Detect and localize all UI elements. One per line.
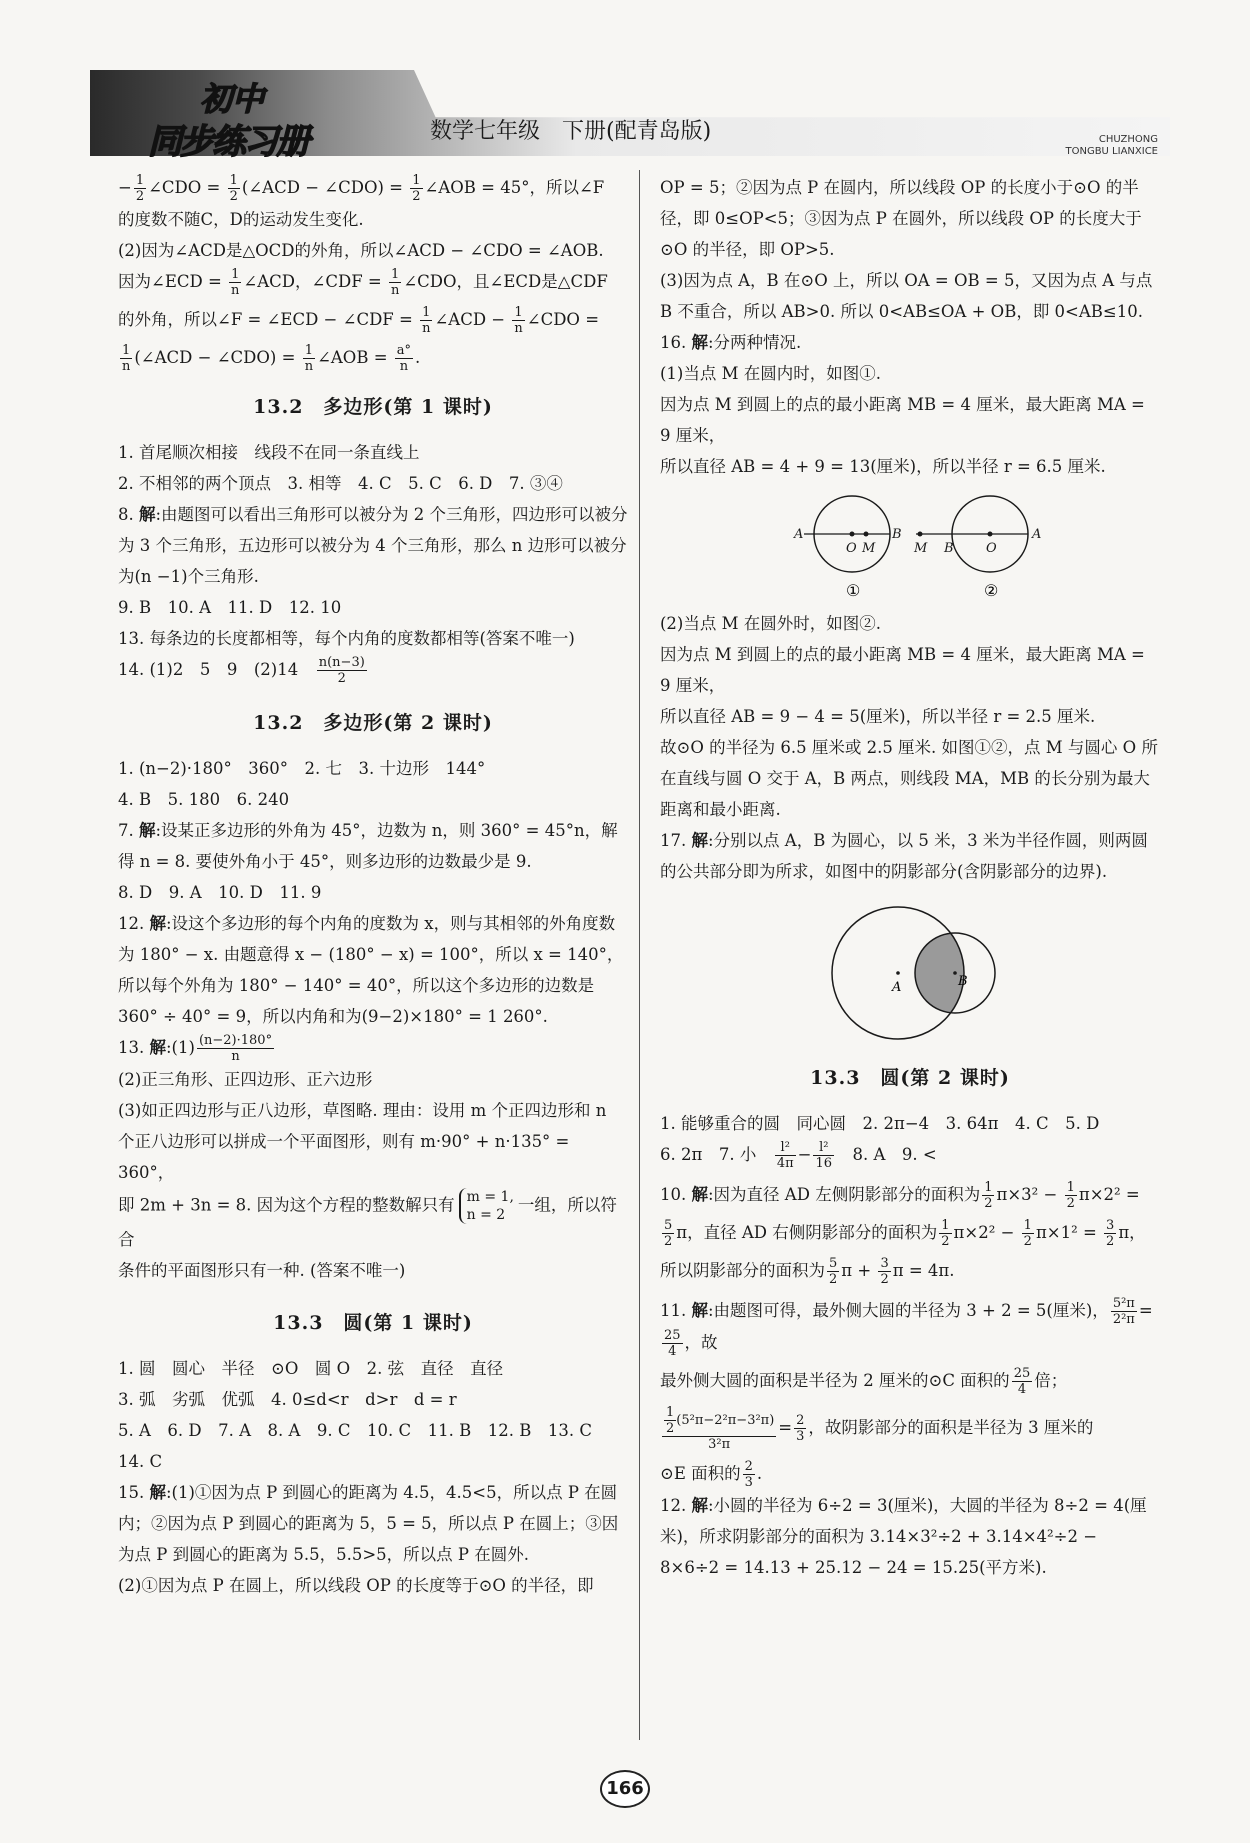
page-number: 166 — [600, 1770, 650, 1806]
right-column — [660, 172, 1160, 1583]
answer-line: 12. 解:小圆的半径为 6÷2 = 3(厘米)，大圆的半径为 8÷2 = 4(厘米)，所求阴影部分的面积为 3.14×3²÷2 + 3.14×4²÷2 − 8×6÷2 = 14.13 + 25.12 − 24 = 15.25(平方米). — [660, 1496, 1147, 1577]
answer-line: 2. 不相邻的两个顶点 3. 相等 4. C 5. C 6. D 7. ③④ — [118, 474, 563, 493]
book-title: 数学七年级 下册(配青岛版) — [430, 119, 712, 144]
pinyin-line1: CHUZHONG — [1098, 134, 1158, 145]
answer-line: 即 2m + 3n = 8. 因为这个方程的整数解只有 m = 1, n = 2一组，所以符合 — [118, 1189, 617, 1249]
answer-line: 4. B 5. 180 6. 240 — [118, 790, 290, 809]
answer-line: 12. 解:设这个多边形的每个内角的度数为 x，则与其相邻的外角度数为 180° − x. 由题意得 x − (180° − x) = 100°，所以 x = 140°，所以每个外角为 180° − 140° = 40°，所以这个多边形的边数是 360° ÷ 40° = 9，所以内角和为(9−2)×180° = 1 260°. — [118, 914, 624, 1026]
answer-line: 9. B 10. A 11. D 12. 10 — [118, 598, 342, 617]
svg-text:M: M — [914, 541, 928, 556]
svg-text:B: B — [892, 527, 902, 542]
answer-line: 15. 解:(1)①因为点 P 到圆心的距离为 4.5，4.5<5，所以点 P 在圆内；②因为点 P 到圆心的距离为 5，5 = 5，所以点 P 在圆上；③因为点 P 到圆心的距离为 5.5，5.5>5，所以点 P 在圆外. — [118, 1483, 619, 1564]
pinyin-line2: TONGBU LIANXICE — [1065, 146, 1158, 157]
answer-line: 8. D 9. A 10. D 11. 9 — [118, 883, 322, 902]
answer-line: (2)因为∠ACD是△OCD的外角，所以∠ACD − ∠CDO = ∠AOB. — [118, 241, 604, 260]
answer-line: 1. 首尾顺次相接 线段不在同一条直线上 — [118, 443, 420, 462]
answer-line: 10. 解:因为直径 AD 左侧阴影部分的面积为 $\frac{1}{2}$ π×3² − $\frac{1}{2}$ π×2² = — [660, 1180, 1140, 1211]
page-header — [90, 66, 1170, 166]
logo-line1: 初中 — [200, 80, 265, 118]
answer-line: 13. 解:(1) $\frac{(n-2)\cdot 180^\circ}{n}$ — [118, 1033, 273, 1064]
answer-line: ⊙E 面积的 $\frac{2}{3}$ . — [660, 1459, 763, 1490]
answer-line: 14. (1)2 5 9 (2)14 $\frac{n(n-3)}{2}$ — [118, 655, 365, 686]
column-divider — [639, 170, 640, 1740]
svg-text:O: O — [846, 541, 857, 556]
answer-line: $\frac{5}{2}$ π，直径 AD 右侧阴影部分的面积为 $\frac{1}{2}$ π×2² − $\frac{1}{2}$ π×1² = $\frac{3}{2}$ π， — [664, 1218, 1146, 1249]
answer-line: 所以阴影部分的面积为 $\frac{5}{2}$ π + $\frac{3}{2}$ π = 4π. — [660, 1256, 955, 1287]
answer-line: − $\frac{1}{2}$ ∠CDO = $\frac{1}{2}$ (∠ACD − ∠CDO) = $\frac{1}{2}$ ∠AOB = 45°，所以∠F — [118, 173, 605, 204]
answer-line: (3)因为点 A，B 在⊙O 上，所以 OA = OB = 5，又因为点 A 与点 B 不重合，所以 AB>0. 所以 0<AB≤OA + OB，即 0<AB≤10. — [660, 271, 1153, 321]
answer-line: (2)当点 M 在圆外时，如图②. — [660, 614, 882, 633]
answer-line: 的外角，所以∠F = ∠ECD − ∠CDF = $\frac{1}{n}$ ∠ACD − $\frac{1}{n}$ ∠CDO = — [118, 305, 600, 336]
answer-line: OP = 5；②因为点 P 在圆内，所以线段 OP 的长度小于⊙O 的半径，即 0≤OP<5；③因为点 P 在圆外，所以线段 OP 的长度大于⊙O 的半径，即 OP>5. — [660, 178, 1142, 259]
answer-line: 1. (n−2)·180° 360° 2. 七 3. 十边形 144° — [118, 759, 486, 778]
svg-text:M: M — [862, 541, 876, 556]
answer-line: (3)如正四边形与正八边形，草图略. 理由：设用 m 个正四边形和 n 个正八边形可以拼成一个平面图形，则有 m·90° + n·135° = 360°， — [118, 1101, 607, 1182]
answer-line: 所以直径 AB = 4 + 9 = 13(厘米)，所以半径 r = 6.5 厘米. — [660, 457, 1106, 476]
svg-text:O: O — [986, 541, 997, 556]
answer-line: 8. 解:由题图可以看出三角形可以被分为 2 个三角形，四边形可以被分为 3 个三角形，五边形可以被分为 4 个三角形，那么 n 边形可以被分为(n −1)个三角形. — [118, 505, 628, 586]
answer-line: (2)正三角形、正四边形、正六边形 — [118, 1070, 373, 1089]
circle-figure-1-2 — [790, 492, 1070, 602]
answer-line: 13. 每条边的长度都相等，每个内角的度数都相等(答案不唯一) — [118, 629, 575, 648]
pinyin-tag — [1065, 134, 1158, 158]
answer-line: 3. 弧 劣弧 优弧 4. 0≤d<r d>r d = r — [118, 1390, 457, 1409]
svg-text:B: B — [958, 974, 968, 989]
answer-line: 因为点 M 到圆上的点的最小距离 MB = 4 厘米，最大距离 MA = 9 厘米， — [660, 645, 1145, 695]
section-title: 13.3 圆(第 2 课时) — [810, 1067, 1010, 1089]
answer-line: 16. 解:分两种情况. — [660, 333, 802, 352]
answer-line: 故⊙O 的半径为 6.5 厘米或 2.5 厘米. 如图①②，点 M 与圆心 O 所在直线与圆 O 交于 A，B 两点，则线段 MA，MB 的长分别为最大距离和最小距离. — [660, 738, 1158, 819]
answer-line: 1. 圆 圆心 半径 ⊙O 圆 O 2. 弦 直径 直径 — [118, 1359, 504, 1378]
figure-label-1: ① — [846, 581, 861, 600]
intersecting-circles-figure — [830, 895, 1030, 1045]
answer-line: $\frac{1}{n}$ (∠ACD − ∠CDO) = $\frac{1}{n}$ ∠AOB = $\frac{a^\circ}{n}$ . — [122, 343, 421, 374]
answer-line: 6. 2π 7. 小 $\frac{\text{l²}}{4\pi}$ − $\frac{\text{l²}}{16}$ 8. A 9. < — [660, 1140, 937, 1171]
figure-label-2: ② — [984, 581, 999, 600]
answer-line: 因为∠ECD = $\frac{1}{n}$ ∠ACD，∠CDF = $\frac{1}{n}$ ∠CDO，且∠ECD是△CDF — [118, 267, 608, 298]
answer-line: 的度数不随C，D的运动发生变化. — [118, 210, 364, 229]
answer-line: 因为点 M 到圆上的点的最小距离 MB = 4 厘米，最大距离 MA = 9 厘米， — [660, 395, 1145, 445]
answer-line: 17. 解:分别以点 A，B 为圆心，以 5 米，3 米为半径作圆，则两圆的公共部分即为所求，如图中的阴影部分(含阴影部分的边界). — [660, 831, 1148, 881]
svg-text:A: A — [892, 980, 902, 995]
answer-line: 11. 解:由题图可得，最外侧大圆的半径为 3 + 2 = 5(厘米)， $\frac{\text{5²π}}{\text{2²π}}$ = $\frac{25}{4}$ ，故 — [660, 1296, 1153, 1359]
svg-text:A: A — [1032, 527, 1042, 542]
answer-line: 7. 解:设某正多边形的外角为 45°，边数为 n，则 360° = 45°n，解得 n = 8. 要使外角小于 45°，则多边形的边数最少是 9. — [118, 821, 618, 871]
answer-line: 1. 能够重合的圆 同心圆 2. 2π−4 3. 64π 4. C 5. D — [660, 1114, 1100, 1133]
svg-text:A: A — [794, 527, 804, 542]
answer-line: (2)①因为点 P 在圆上，所以线段 OP 的长度等于⊙O 的半径，即 — [118, 1576, 594, 1595]
answer-line: (1)当点 M 在圆内时，如图①. — [660, 364, 882, 383]
series-logo — [100, 66, 310, 162]
answer-line: $\frac{1}{2}$ (5²π−2²π−3²π) 3²π = $\frac{2}{3}$ ，故阴影部分的面积是半径为 3 厘米的 — [660, 1405, 1160, 1452]
logo-line2: 同步练习册 — [148, 122, 308, 162]
section-title: 13.3 圆(第 1 课时) — [273, 1312, 473, 1334]
section-title: 13.2 多边形(第 1 课时) — [253, 396, 493, 418]
left-column — [118, 172, 628, 1601]
answer-line: 最外侧大圆的面积是半径为 2 厘米的⊙C 面积的 $\frac{25}{4}$ 倍； — [660, 1366, 1068, 1397]
svg-text:B: B — [944, 541, 954, 556]
answer-line: 条件的平面图形只有一种. (答案不唯一) — [118, 1261, 406, 1280]
answer-line: 5. A 6. D 7. A 8. A 9. C 10. C 11. B 12. B 13. C 14. C — [118, 1421, 609, 1471]
section-title: 13.2 多边形(第 2 课时) — [253, 712, 493, 734]
answer-line: 所以直径 AB = 9 − 4 = 5(厘米)，所以半径 r = 2.5 厘米. — [660, 707, 1096, 726]
